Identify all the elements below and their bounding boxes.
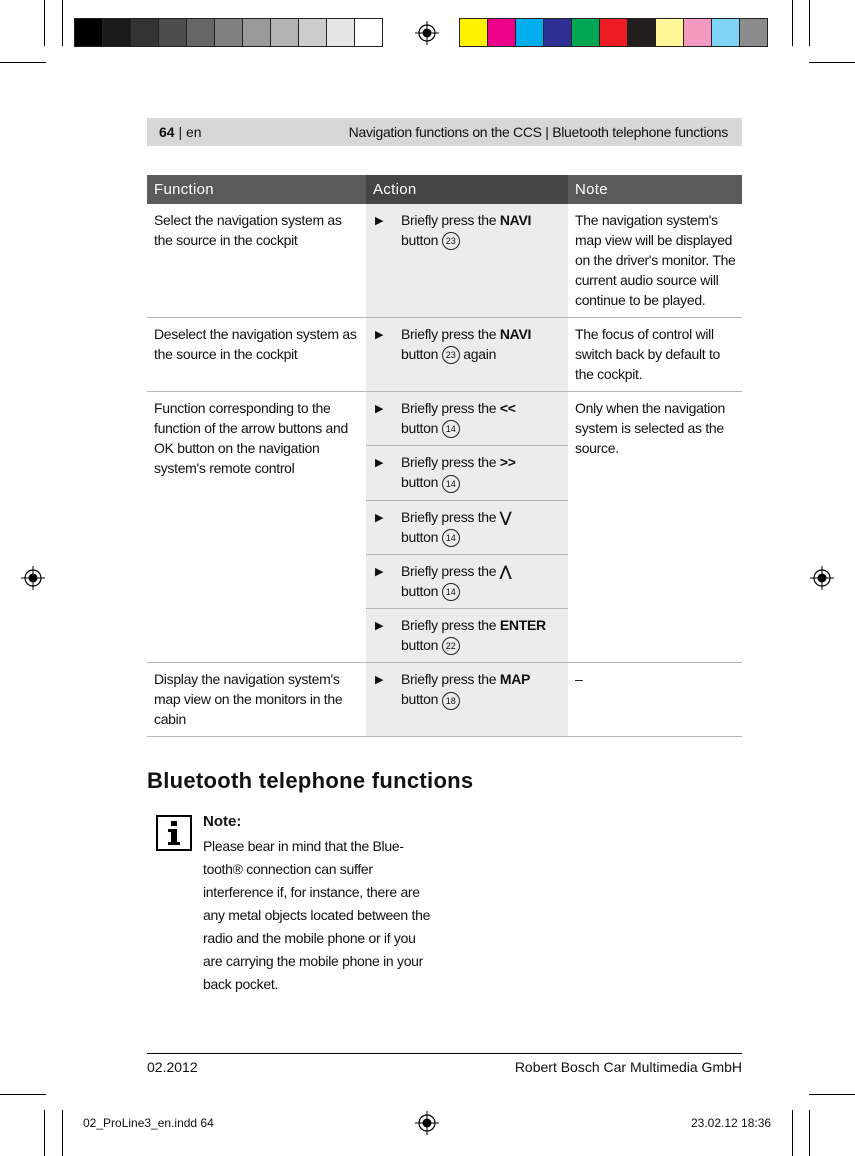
note-body: Please bear in mind that the Blue-tooth® connection can suffer interference if, for instance, there are any metal objects located between the radio and the mobile phone or if you are carrying the mobile phone in your back pocket. bbox=[203, 838, 431, 992]
action-mid: button bbox=[401, 691, 442, 708]
triangle-right-icon: ▶ bbox=[375, 329, 384, 341]
crop-mark bbox=[809, 1110, 810, 1156]
triangle-right-icon: ▶ bbox=[375, 215, 384, 227]
color-swatch bbox=[655, 18, 684, 47]
note-cell: The navigation system's map view will be displayed on the driver's monitor. The current audio source will continue to be played. bbox=[568, 204, 742, 318]
button-key-label: NAVI bbox=[499, 212, 532, 228]
action-pre: Briefly press the bbox=[401, 212, 500, 228]
color-swatch bbox=[487, 18, 516, 47]
grey-swatch bbox=[354, 18, 383, 47]
crop-mark bbox=[0, 1094, 46, 1095]
action-pre: Briefly press the bbox=[401, 326, 500, 342]
action-step bbox=[375, 452, 562, 492]
grey-swatch bbox=[326, 18, 355, 47]
action-cell bbox=[366, 204, 568, 318]
action-text bbox=[401, 452, 516, 492]
action-pre: Briefly press the bbox=[401, 508, 500, 525]
button-key-label: << bbox=[499, 400, 516, 416]
crop-mark bbox=[809, 0, 810, 46]
note-title: Note: bbox=[203, 813, 242, 830]
action-cell bbox=[366, 609, 568, 663]
page-number: 64 | en bbox=[159, 124, 202, 140]
registration-mark-icon bbox=[415, 1111, 439, 1135]
grey-color-bar bbox=[75, 18, 383, 47]
header-title: Navigation functions on the CCS | Bluetooth telephone functions bbox=[348, 124, 728, 140]
section-title: Bluetooth telephone functions bbox=[147, 768, 474, 793]
action-step bbox=[375, 507, 562, 547]
registration-mark-icon bbox=[810, 566, 834, 590]
function-cell: Display the navigation system's map view on the monitors in the cabin bbox=[147, 663, 366, 737]
function-cell: Deselect the navigation system as the source in the cockpit bbox=[147, 318, 366, 392]
color-swatch bbox=[459, 18, 488, 47]
grey-swatch bbox=[298, 18, 327, 47]
footer-rule bbox=[147, 1053, 742, 1054]
triangle-right-icon: ▶ bbox=[375, 511, 384, 524]
grey-swatch bbox=[158, 18, 187, 47]
action-mid: button bbox=[401, 582, 442, 599]
grey-swatch bbox=[270, 18, 299, 47]
grey-swatch bbox=[186, 18, 215, 47]
action-mid: button bbox=[401, 637, 442, 654]
column-header-action: Action bbox=[366, 175, 568, 204]
color-swatch bbox=[711, 18, 740, 47]
action-pre: Briefly press the bbox=[401, 400, 500, 416]
crop-mark bbox=[809, 1094, 855, 1095]
action-text bbox=[401, 507, 511, 547]
color-swatch bbox=[571, 18, 600, 47]
triangle-right-icon: ▶ bbox=[375, 565, 384, 578]
function-cell: Function corresponding to the function of the arrow buttons and OK button on the navigation system's remote control bbox=[147, 392, 366, 663]
crop-mark bbox=[0, 62, 46, 63]
note-cell: Only when the navigation system is selected as the source. bbox=[568, 392, 742, 663]
action-pre: Briefly press the bbox=[401, 617, 500, 634]
action-text bbox=[401, 669, 530, 709]
action-mid: button bbox=[401, 232, 442, 248]
action-step bbox=[375, 398, 562, 438]
color-swatch bbox=[515, 18, 544, 47]
callout-number: 14 bbox=[442, 475, 460, 493]
grey-swatch bbox=[74, 18, 103, 47]
callout-number: 14 bbox=[442, 529, 460, 547]
slug-stamp: 23.02.12 18:36 bbox=[691, 1116, 772, 1130]
footer-date: 02.2012 bbox=[147, 1059, 198, 1075]
action-cell bbox=[366, 663, 568, 737]
table-row bbox=[147, 318, 742, 392]
action-pre: Briefly press the bbox=[401, 454, 500, 471]
action-mid: button bbox=[401, 474, 442, 491]
action-step bbox=[375, 210, 562, 250]
slug-file: 02_ProLine3_en.indd 64 bbox=[83, 1116, 214, 1130]
registration-mark-icon bbox=[415, 21, 439, 45]
color-swatch bbox=[627, 18, 656, 47]
color-swatch bbox=[739, 18, 768, 47]
button-key-label: >> bbox=[499, 454, 516, 471]
column-header-function: Function bbox=[147, 175, 366, 204]
action-post: again bbox=[459, 346, 497, 362]
action-step bbox=[375, 324, 562, 364]
action-mid: button bbox=[401, 420, 442, 436]
grey-swatch bbox=[242, 18, 271, 47]
table-row bbox=[147, 392, 742, 446]
function-table bbox=[147, 175, 742, 737]
action-text bbox=[401, 561, 511, 601]
action-text bbox=[401, 398, 516, 438]
action-text bbox=[401, 210, 531, 250]
page-header bbox=[147, 118, 742, 146]
action-mid: button bbox=[401, 528, 442, 545]
button-key-label: ⋁ bbox=[499, 508, 512, 525]
triangle-right-icon: ▶ bbox=[375, 674, 384, 687]
table-row bbox=[147, 204, 742, 318]
crop-mark bbox=[62, 0, 63, 46]
grey-swatch bbox=[214, 18, 243, 47]
triangle-right-icon: ▶ bbox=[375, 457, 384, 470]
action-mid: button bbox=[401, 346, 442, 362]
note-cell: – bbox=[568, 663, 742, 737]
crop-mark bbox=[44, 0, 45, 46]
action-cell bbox=[366, 500, 568, 554]
action-cell bbox=[366, 318, 568, 392]
triangle-right-icon: ▶ bbox=[375, 620, 384, 633]
color-swatch bbox=[683, 18, 712, 47]
crop-mark bbox=[792, 0, 793, 46]
grey-swatch bbox=[130, 18, 159, 47]
crop-mark bbox=[809, 62, 855, 63]
color-swatch bbox=[543, 18, 572, 47]
callout-number: 23 bbox=[442, 346, 460, 364]
callout-number: 22 bbox=[442, 637, 460, 655]
action-pre: Briefly press the bbox=[401, 562, 500, 579]
action-step bbox=[375, 615, 562, 655]
action-text bbox=[401, 324, 531, 364]
grey-swatch bbox=[102, 18, 131, 47]
process-color-bar bbox=[460, 18, 768, 47]
crop-mark bbox=[792, 1110, 793, 1156]
column-header-note: Note bbox=[568, 175, 742, 204]
function-cell: Select the navigation system as the source in the cockpit bbox=[147, 204, 366, 318]
table-header-row bbox=[147, 175, 742, 204]
action-cell bbox=[366, 446, 568, 500]
action-pre: Briefly press the bbox=[401, 671, 500, 688]
action-cell bbox=[366, 392, 568, 446]
button-key-label: ⋀ bbox=[499, 562, 512, 579]
callout-number: 18 bbox=[442, 692, 460, 710]
action-cell bbox=[366, 554, 568, 608]
button-key-label: ENTER bbox=[499, 617, 546, 634]
callout-number: 23 bbox=[442, 232, 460, 250]
button-key-label: MAP bbox=[499, 671, 531, 688]
action-step bbox=[375, 561, 562, 601]
triangle-right-icon: ▶ bbox=[375, 403, 384, 415]
action-step bbox=[375, 669, 562, 709]
note-cell: The focus of control will switch back by default to the cockpit. bbox=[568, 318, 742, 392]
footer-company: Robert Bosch Car Multimedia GmbH bbox=[514, 1059, 742, 1075]
color-swatch bbox=[599, 18, 628, 47]
crop-mark bbox=[62, 1110, 63, 1156]
registration-mark-icon bbox=[21, 566, 45, 590]
crop-mark bbox=[44, 1110, 45, 1156]
button-key-label: NAVI bbox=[499, 326, 532, 342]
action-text bbox=[401, 615, 546, 655]
callout-number: 14 bbox=[442, 420, 460, 438]
callout-number: 14 bbox=[442, 583, 460, 601]
info-icon bbox=[156, 815, 192, 851]
table-row bbox=[147, 663, 742, 737]
